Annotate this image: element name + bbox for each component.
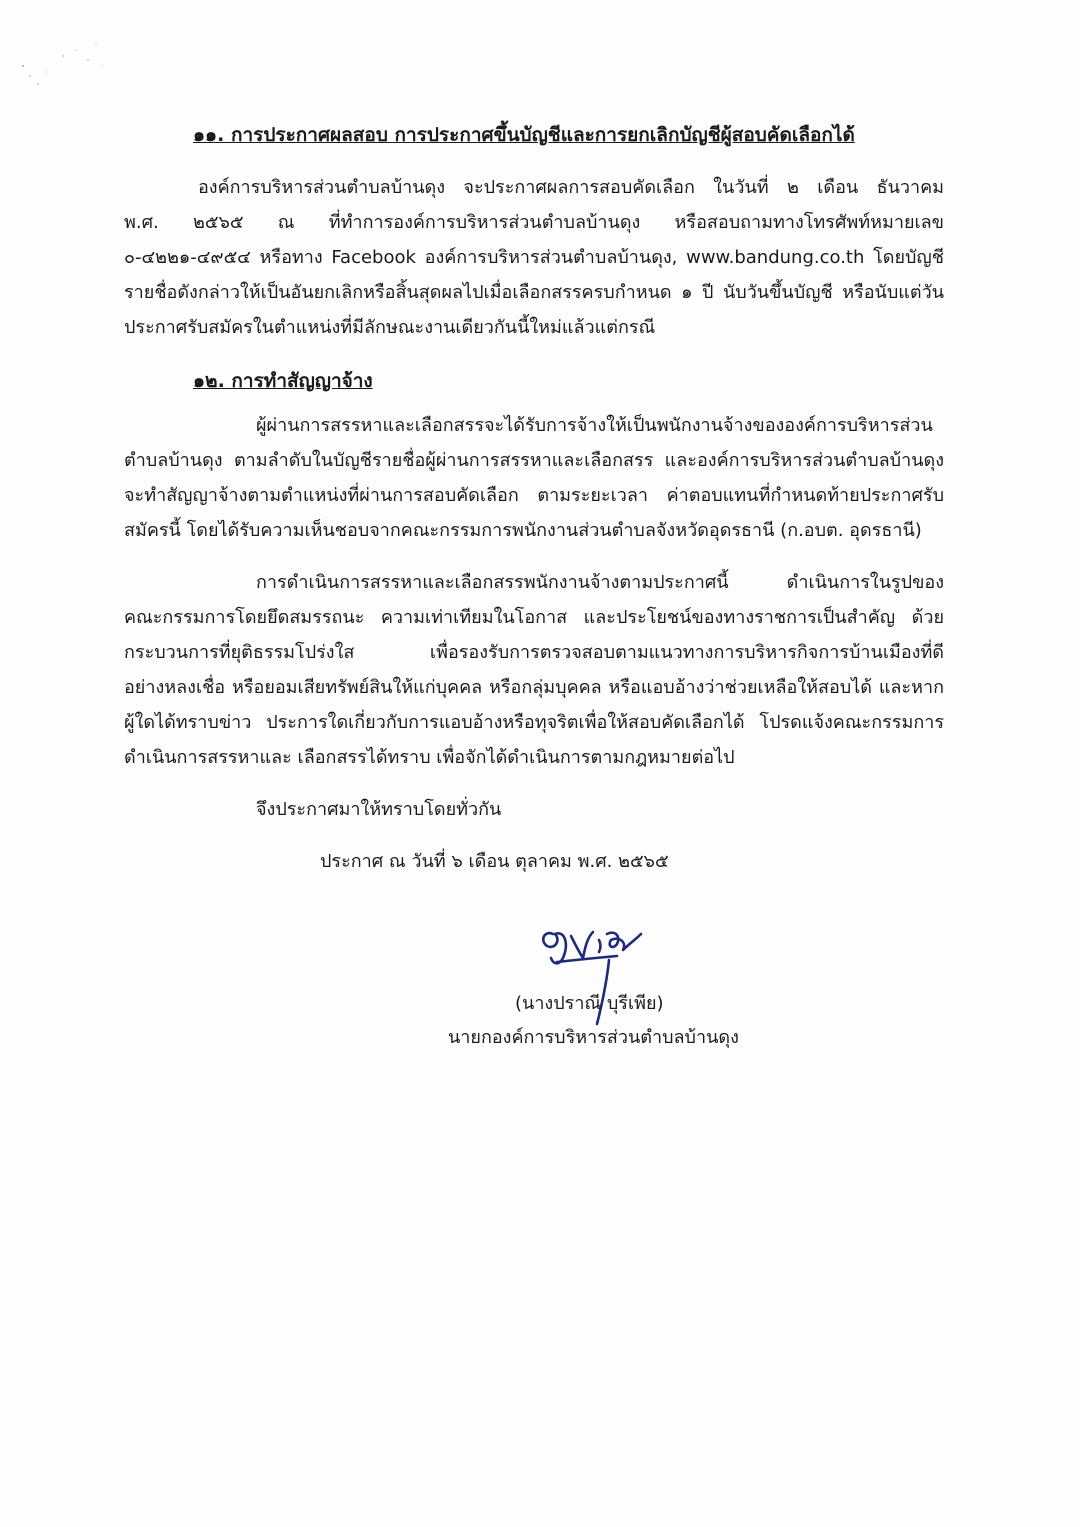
paragraph-line: ดำเนินการสรรหาและ เลือกสรรได้ทราบ เพื่อจักได้ดำเนินการตามกฎหมายต่อไป [124, 747, 735, 768]
paragraph-line: องค์การบริหารส่วนตำบลบ้านดุง จะประกาศผลการสอบคัดเลือก ในวันที่ ๒ เดือน ธันวาคม [198, 177, 945, 198]
signatory-name: (นางปราณี บุรีเพีย) [515, 993, 664, 1014]
section-12-paragraph-1 [124, 408, 944, 548]
section-12-paragraph-2 [124, 565, 944, 775]
closing-announcement: จึงประกาศมาให้ทราบโดยทั่วกัน [256, 799, 502, 820]
paragraph-line: ผู้ใดได้ทราบข่าว ประการใดเกี่ยวกับการแอบอ้างหรือทุจริตเพื่อให้สอบคัดเลือกได้ โปรดแจ้งคณะกรรมการ [124, 712, 944, 733]
section-12-heading: ๑๒. การทำสัญญาจ้าง [193, 370, 373, 392]
section-11-heading: ๑๑. การประกาศผลสอบ การประกาศขึ้นบัญชีและการยกเลิกบัญชีผู้สอบคัดเลือกได้ [193, 124, 855, 146]
signatory-title: นายกองค์การบริหารส่วนตำบลบ้านดุง [448, 1027, 739, 1048]
paragraph-line: รายชื่อดังกล่าวให้เป็นอันยกเลิกหรือสิ้นสุดผลไปเมื่อเลือกสรรครบกำหนด ๑ ปี นับวันขึ้นบัญชี หรือนับแต่วัน [124, 282, 944, 303]
paragraph-line: ๐-๔๒๒๑-๔๙๕๔ หรือทาง Facebook องค์การบริหารส่วนตำบลบ้านดุง, www.bandung.co.th โดยบัญชี [124, 247, 944, 268]
scan-specks [18, 36, 108, 96]
paragraph-line: ผู้ผ่านการสรรหาและเลือกสรรจะได้รับการจ้างให้เป็นพนักงานจ้างขององค์การบริหารส่วน [256, 415, 933, 436]
paragraph-line: ตำบลบ้านดุง ตามลำดับในบัญชีรายชื่อผู้ผ่านการสรรหาและเลือกสรร และองค์การบริหารส่วนตำบลบ้านดุง [124, 450, 944, 471]
paragraph-line: จะทำสัญญาจ้างตามตำแหน่งที่ผ่านการสอบคัดเลือก ตามระยะเวลา ค่าตอบแทนที่กำหนดท้ายประกาศรับ [124, 485, 944, 506]
paragraph-line: สมัครนี้ โดยได้รับความเห็นชอบจากคณะกรรมการพนักงานส่วนตำบลจังหวัดอุดรธานี (ก.อบต. อุดรธานี) [124, 520, 922, 541]
paragraph-line: อย่างหลงเชื่อ หรือยอมเสียทรัพย์สินให้แก่บุคคล หรือกลุ่มบุคคล หรือแอบอ้างว่าช่วยเหลือให้สอบได้ และหาก [124, 677, 944, 698]
paragraph-line: ประกาศรับสมัครในตำแหน่งที่มีลักษณะงานเดียวกันนี้ใหม่แล้วแต่กรณี [124, 317, 656, 338]
paragraph-line: การดำเนินการสรรหาและเลือกสรรพนักงานจ้างตามประกาศนี้ ดำเนินการในรูปของ [256, 572, 944, 593]
paragraph-line: พ.ศ. ๒๕๖๕ ณ ที่ทำการองค์การบริหารส่วนตำบลบ้านดุง หรือสอบถามทางโทรศัพท์หมายเลข [124, 212, 944, 233]
section-11-paragraph [124, 170, 944, 345]
paragraph-line: คณะกรรมการโดยยึดสมรรถนะ ความเท่าเทียมในโอกาส และประโยชน์ของทางราชการเป็นสำคัญ ด้วย [124, 607, 944, 628]
announcement-date: ประกาศ ณ วันที่ ๖ เดือน ตุลาคม พ.ศ. ๒๕๖๕ [320, 851, 669, 872]
paragraph-line: กระบวนการที่ยุติธรรมโปร่งใส เพื่อรองรับการตรวจสอบตามแนวทางการบริหารกิจการบ้านเมืองที่ดี [124, 642, 944, 663]
